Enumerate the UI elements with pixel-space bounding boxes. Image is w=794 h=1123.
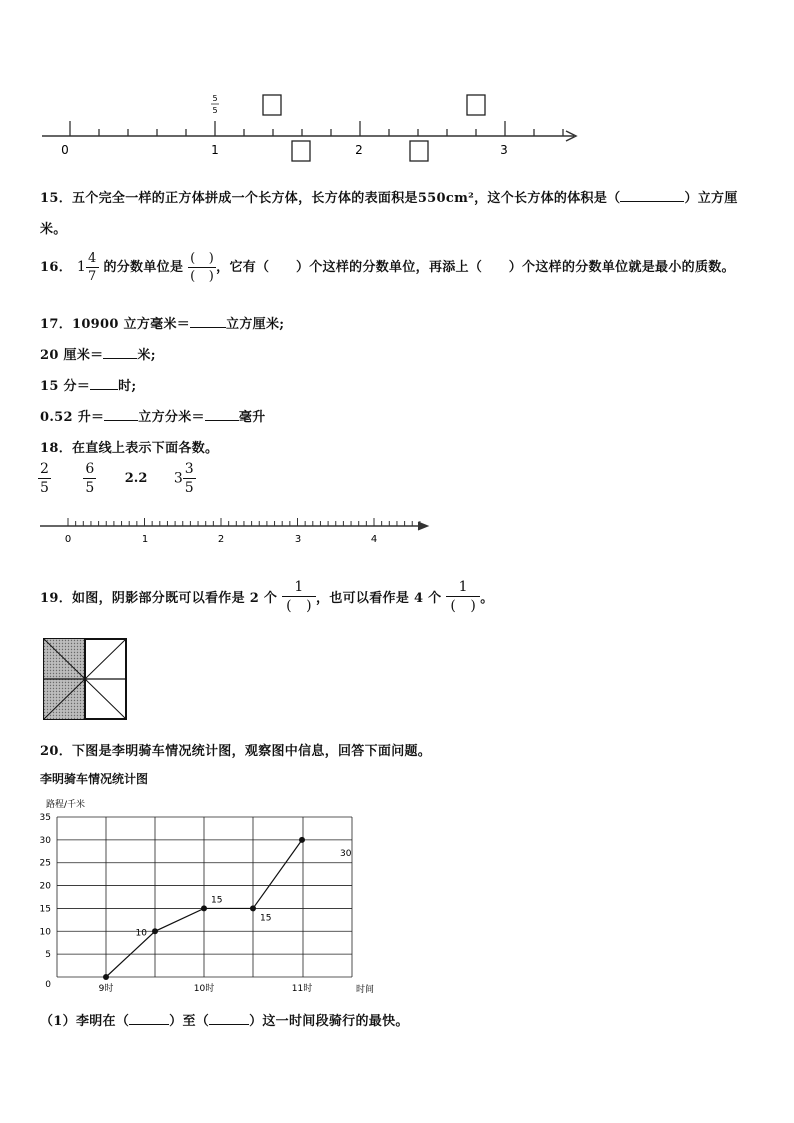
q18-axis-3: 3 xyxy=(294,534,302,545)
q17-line3-a: 15 分＝ xyxy=(40,379,91,394)
question-17-line-4 xyxy=(40,406,265,425)
q20-sub1-b: ）至（ xyxy=(169,1014,210,1029)
q16-fraction xyxy=(86,252,99,283)
q20-blank-2[interactable] xyxy=(209,1012,249,1025)
marker-denominator: 5 xyxy=(212,106,218,115)
q18-axis-2: 2 xyxy=(217,534,225,545)
q17-blank-1[interactable] xyxy=(190,315,226,328)
y-tick-label: 0 xyxy=(45,980,51,990)
data-point xyxy=(103,974,109,980)
y-tick-label: 25 xyxy=(39,858,51,869)
question-16 xyxy=(40,252,735,283)
q19-frac1-den: ( ) xyxy=(286,598,312,614)
q18-axis-4: 4 xyxy=(370,534,378,545)
y-tick-label: 35 xyxy=(39,813,51,823)
q18-mixed-den: 5 xyxy=(184,480,194,496)
top-label-2: 2 xyxy=(355,143,363,157)
q17-blank-2[interactable] xyxy=(103,346,137,359)
x-tick-label: 10时 xyxy=(193,984,215,994)
y-tick-label: 5 xyxy=(45,950,51,961)
q15-area: 550cm² xyxy=(417,191,475,206)
q15-number: 15． xyxy=(40,191,72,206)
top-number-line xyxy=(0,85,794,165)
q20-title: 20．下图是李明骑车情况统计图，观察图中信息，回答下面问题。 xyxy=(40,744,432,759)
q18-title: 18．在直线上表示下面各数。 xyxy=(40,441,219,456)
q18-f2-num: 6 xyxy=(85,461,95,477)
q18-axis-0: 0 xyxy=(64,534,72,545)
marker-numerator: 5 xyxy=(212,94,218,103)
top-label-3: 3 xyxy=(500,143,508,157)
q19-text-a: 19．如图，阴影部分既可以看作是 2 个 xyxy=(40,591,278,606)
point-label: 15 xyxy=(260,913,272,924)
question-17-line-2 xyxy=(40,344,156,363)
q20-sub1-c: ）这一时间段骑行的最快。 xyxy=(249,1014,409,1029)
q17-line4-a: 0.52 升＝ xyxy=(40,410,105,425)
data-point xyxy=(250,905,256,911)
question-17-line-1 xyxy=(40,313,284,332)
q17-line3-b: 时; xyxy=(118,379,137,394)
q19-text-c: 。 xyxy=(480,591,494,606)
y-tick-label: 20 xyxy=(39,881,51,892)
question-17-line-3 xyxy=(40,375,137,394)
q19-text-b: ，也可以看作是 4 个 xyxy=(316,591,442,606)
q19-frac1-num: 1 xyxy=(294,579,304,595)
q18-axis-1: 1 xyxy=(141,534,149,545)
q17-line2-b: 米; xyxy=(137,348,156,363)
point-label: 10 xyxy=(135,928,147,939)
q15-answer-blank[interactable] xyxy=(620,189,684,202)
answer-box-2[interactable] xyxy=(467,95,485,115)
q15-text-a: 五个完全一样的正方体拼成一个长方体，长方体的表面积是 xyxy=(72,191,418,206)
q19-frac2-num: 1 xyxy=(458,579,468,595)
q16-unit-den-paren: ( ) xyxy=(190,269,215,284)
q16-whole: 1 xyxy=(76,259,87,275)
q18-frac-6-5 xyxy=(83,462,96,495)
q18-f1-den: 5 xyxy=(40,480,49,496)
q18-mixed-frac xyxy=(183,462,196,495)
q16-unit-num-paren: ( ) xyxy=(190,251,215,266)
q15-text-d: 米。 xyxy=(40,222,67,237)
q16-text-a: 的分数单位是 xyxy=(103,260,184,275)
q17-line2-a: 20 厘米＝ xyxy=(40,348,104,363)
y-tick-label: 10 xyxy=(39,927,51,938)
point-label: 15 xyxy=(211,895,223,906)
q18-number-line[interactable] xyxy=(0,512,794,548)
q20-sub1-a: （1）李明在（ xyxy=(40,1014,130,1029)
q18-f1-num: 2 xyxy=(40,461,49,477)
q19-shaded-square-figure xyxy=(40,636,130,722)
top-label-0: 0 xyxy=(61,143,69,157)
q17-line1-b: 立方厘米; xyxy=(226,317,285,332)
question-15 xyxy=(40,187,738,206)
q18-decimal: 2.2 xyxy=(124,471,148,486)
y-tick-label: 30 xyxy=(39,835,51,846)
answer-box-1[interactable] xyxy=(263,95,281,115)
q16-num: 4 xyxy=(88,251,97,266)
y-tick-label: 15 xyxy=(39,904,51,915)
q17-line1-a: 17．10900 立方毫米＝ xyxy=(40,317,191,332)
q16-text-b: ，它有（ ）个这样的分数单位，再添上（ ）个这样的分数单位就是最小的质数。 xyxy=(216,260,735,275)
chart-xlabel: 时间 xyxy=(356,985,375,995)
q19-frac-2[interactable] xyxy=(446,580,480,613)
q18-frac-2-5 xyxy=(38,462,51,495)
q15-text-c: ）立方厘 xyxy=(684,191,738,206)
q18-numbers xyxy=(38,462,196,495)
answer-box-4[interactable] xyxy=(410,141,428,161)
line-chart xyxy=(0,795,420,1000)
data-point xyxy=(152,928,158,934)
q17-blank-5[interactable] xyxy=(205,408,239,421)
q15-text-b: ，这个长方体的体积是（ xyxy=(474,191,621,206)
data-point xyxy=(299,837,305,843)
q19-frac-1[interactable] xyxy=(282,580,316,613)
q17-line4-b: 立方分米＝ xyxy=(138,410,205,425)
data-point xyxy=(201,905,207,911)
top-label-1: 1 xyxy=(211,143,219,157)
q16-unit-fraction[interactable] xyxy=(188,252,216,283)
x-tick-label: 11时 xyxy=(291,984,313,994)
q16-number: 16． xyxy=(40,260,72,275)
chart-ylabel: 路程/千米 xyxy=(46,800,86,810)
q20-sub-1 xyxy=(40,1010,409,1029)
point-label: 30 xyxy=(340,848,352,859)
answer-box-3[interactable] xyxy=(292,141,310,161)
q17-blank-3[interactable] xyxy=(90,377,118,390)
chart-title: 李明骑车情况统计图 xyxy=(40,772,149,786)
q18-f2-den: 5 xyxy=(85,480,95,496)
q17-blank-4[interactable] xyxy=(104,408,138,421)
q19-frac2-den: ( ) xyxy=(450,598,477,614)
q16-den: 7 xyxy=(88,269,97,284)
q20-blank-1[interactable] xyxy=(129,1012,169,1025)
q17-line4-c: 毫升 xyxy=(238,410,266,425)
x-tick-label: 9时 xyxy=(98,984,114,994)
question-19 xyxy=(40,580,494,613)
q18-mixed-whole: 3 xyxy=(173,470,183,487)
q18-mixed-num: 3 xyxy=(184,461,194,477)
